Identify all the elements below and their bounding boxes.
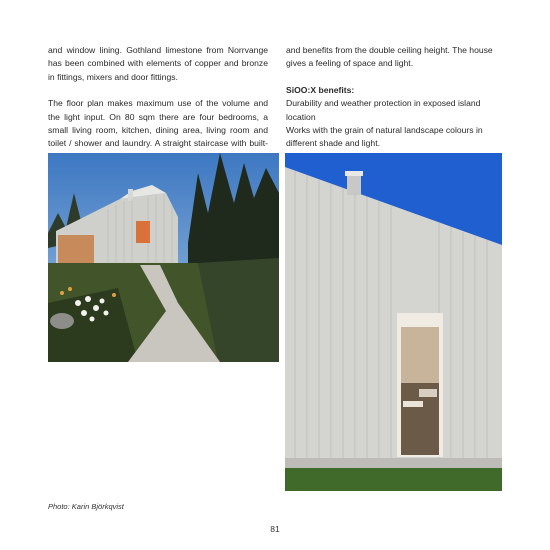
photo-house-with-garden-path: [48, 153, 279, 362]
photo-timber-facade-with-doorway: [285, 153, 502, 491]
benefits-line: Durability and weather protection in exposed island location: [286, 98, 481, 122]
benefits-heading: SiOO:X benefits:: [286, 84, 355, 95]
body-paragraph: and benefits from the double ceiling height. The house gives a feeling of space and light.: [286, 45, 493, 69]
page-number: 81: [270, 524, 280, 534]
benefits-line: Works with the grain of natural landscape colours in different shade and light.: [286, 125, 483, 149]
body-paragraph: and window lining. Gothland limestone from Norrvange has been combined with elements of copper and bronze in fittings, mixers and door fittings.: [48, 45, 268, 82]
right-text-column: [286, 44, 504, 151]
body-paragraph: The floor plan makes maximum use of the volume and the light input. On 80 sqm there are four bedrooms, a small living room, kitchen, dining area, living room and toilet / shower and laundry. A straight staircase with built-: [48, 98, 268, 149]
photo-credit-caption: Photo: Karin Björkqvist: [48, 502, 124, 511]
